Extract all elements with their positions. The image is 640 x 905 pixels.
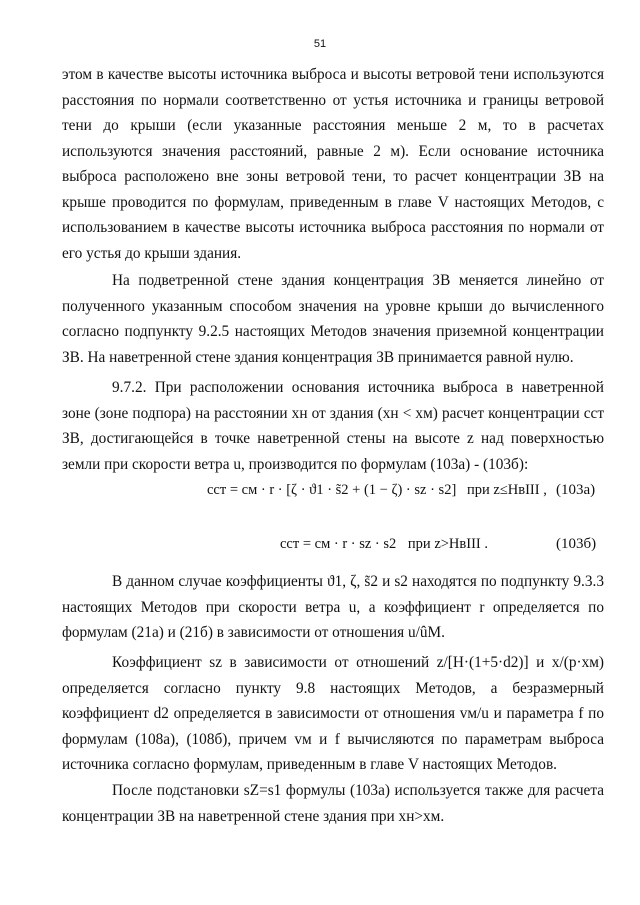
paragraph-5: Коэффициент sz в зависимости от отношений z/[H·(1+5·d2)] и x/(p·xм) определяется согласно пункту 9.8 настоящих Методов, а безразмерный коэффициент d2 определяется в зависимости от отношения vм/u и параметра f по формулам (108а), (108б), причем vм и f вычисляются по параметрам выброса источника согласно формулам, приведенным в главе V настоящих Методов. — [62, 654, 604, 773]
page-number: 51 — [313, 38, 327, 50]
formula-103a-condition: при z≤HвIII , — [467, 482, 547, 498]
formula-103b-condition: при z>HвIII . — [407, 536, 488, 552]
formula-103a — [207, 482, 456, 499]
paragraph-2: На подветренной стене здания концентрация ЗВ меняется линейно от полученного указанным способом значения на уровне крыши до вычисленного согласно подпункту 9.2.5 настоящих Методов значения приземной концентрации ЗВ. На наветренной стене здания концентрация ЗВ принимается равной нулю. — [62, 272, 604, 366]
paragraph-6: После подстановки sZ=s1 формулы (103а) используется также для расчета концентрации ЗВ на наветренной стене здания при xн>xм. — [62, 782, 604, 825]
formula-103b — [280, 536, 488, 553]
formula-103a-number: (103а) — [556, 482, 596, 498]
formula-103b-number: (103б) — [556, 536, 597, 552]
paragraph-3: 9.7.2. При расположении основания источника выброса в наветренной зоне (зоне подпора) на расстоянии xн от здания (xн < xм) расчет концентрации cст ЗВ, достигающейся в точке наветренной стены на высоте z над поверхностью земли при скорости ветра u, производится по формулам (103а) - (103б): — [62, 379, 604, 473]
paragraph-1: этом в качестве высоты источника выброса и высоты ветровой тени используются расстояния по нормали соответственно от устья источника и границы ветровой тени до крыши (если указанные расстояния меньше 2 м, то в расчетах используются значения расстояний, равные 2 м). Если основание источника выброса расположено вне зоны ветровой тени, то расчет концентрации ЗВ на крыше проводится по формулам, приведенным в главе V настоящих Методов, с использованием в качестве высоты источника выброса расстояния по нормали от его устья до крыши здания. — [62, 66, 604, 262]
formula-103a-expression: cст = cм · r · [ζ · ϑ1 · s̃2 + (1 − ζ) · sz · s2] — [207, 482, 457, 498]
formula-103b-expression: cст = cм · r · sz · s2 — [280, 536, 397, 552]
paragraph-4: В данном случае коэффициенты ϑ1, ζ, s̃2 и s2 находятся по подпункту 9.3.3 настоящих Методов при скорости ветра u, а коэффициент r определяется по формулам (21а) и (21б) в зависимости от отношения u/ûМ. — [62, 573, 604, 641]
